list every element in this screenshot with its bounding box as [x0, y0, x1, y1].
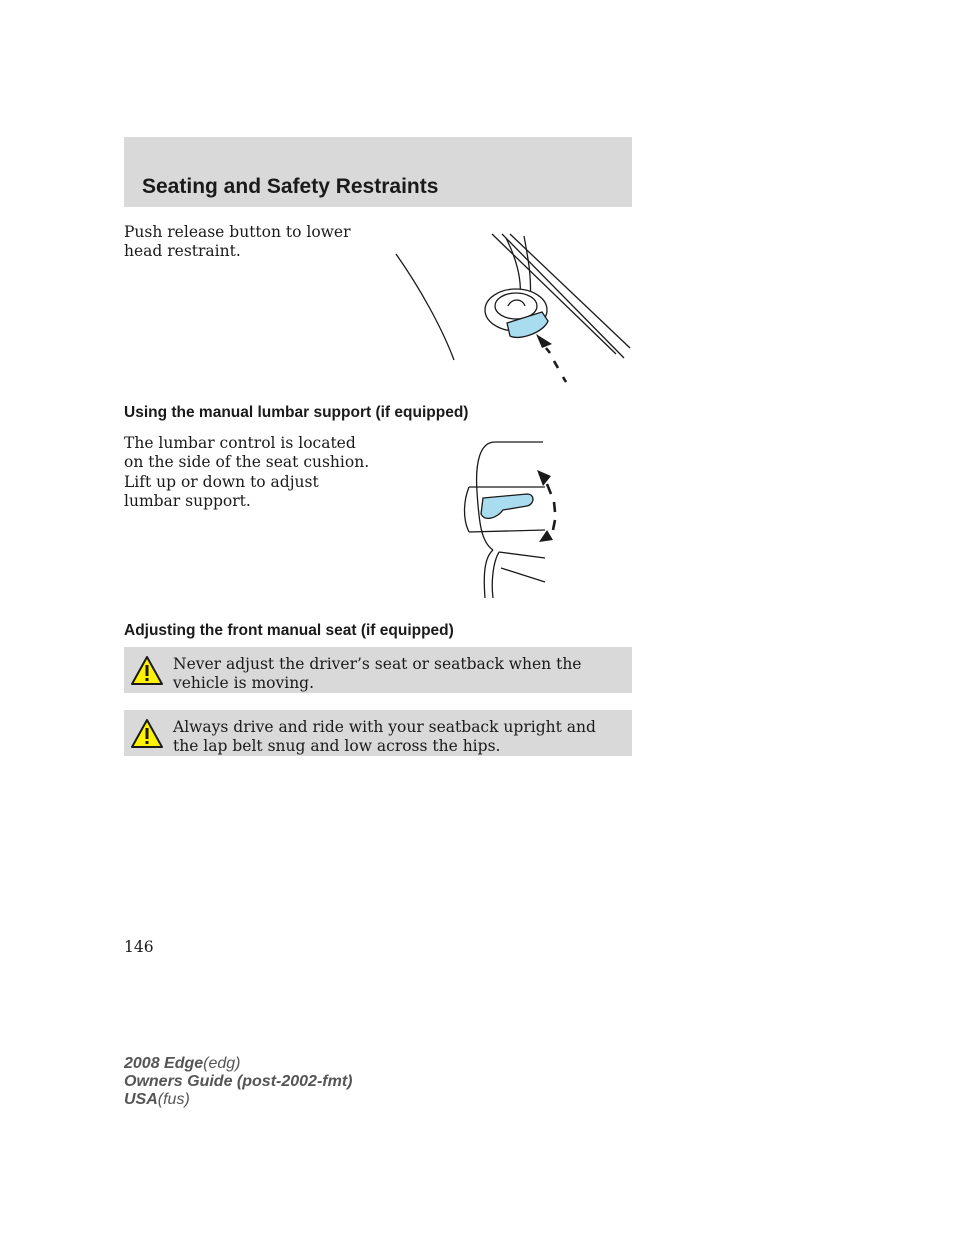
footer-market-code: (fus) [157, 1091, 190, 1108]
footer-line-2 [124, 1073, 352, 1091]
lumbar-adjust-text: Lift up or down to adjust lumbar support. [124, 473, 319, 510]
page-number: 146 [124, 938, 154, 956]
warning-box [124, 647, 632, 693]
footer-line-1 [124, 1055, 352, 1073]
footer-model-code: (edg) [203, 1055, 241, 1072]
lumbar-location-text: The lumbar control is located on the side of the seat cushion. [124, 434, 370, 471]
footer-market: USA [124, 1091, 158, 1108]
warning-box [124, 710, 632, 756]
front-seat-heading: Adjusting the front manual seat (if equipped) [124, 622, 454, 639]
lumbar-control-lever-icon [455, 432, 575, 602]
lumbar-heading: Using the manual lumbar support (if equipped) [124, 404, 469, 421]
page-title: Seating and Safety Restraints [142, 175, 439, 198]
warning-text: Never adjust the driver’s seat or seatback when the vehicle is moving. [173, 655, 582, 692]
warning-triangle-icon [130, 718, 164, 750]
warning-triangle-icon [130, 655, 164, 687]
warning-text: Always drive and ride with your seatback upright and the lap belt snug and low across the hips. [173, 718, 596, 755]
document-footer [124, 1055, 352, 1109]
head-restraint-release-button-icon [390, 228, 635, 388]
footer-guide-type: Owners Guide (post-2002-fmt) [124, 1073, 353, 1090]
footer-line-3 [124, 1091, 352, 1109]
footer-model: 2008 Edge [124, 1055, 204, 1072]
head-restraint-instruction: Push release button to lower head restraint. [124, 223, 351, 260]
section-header [124, 137, 632, 207]
